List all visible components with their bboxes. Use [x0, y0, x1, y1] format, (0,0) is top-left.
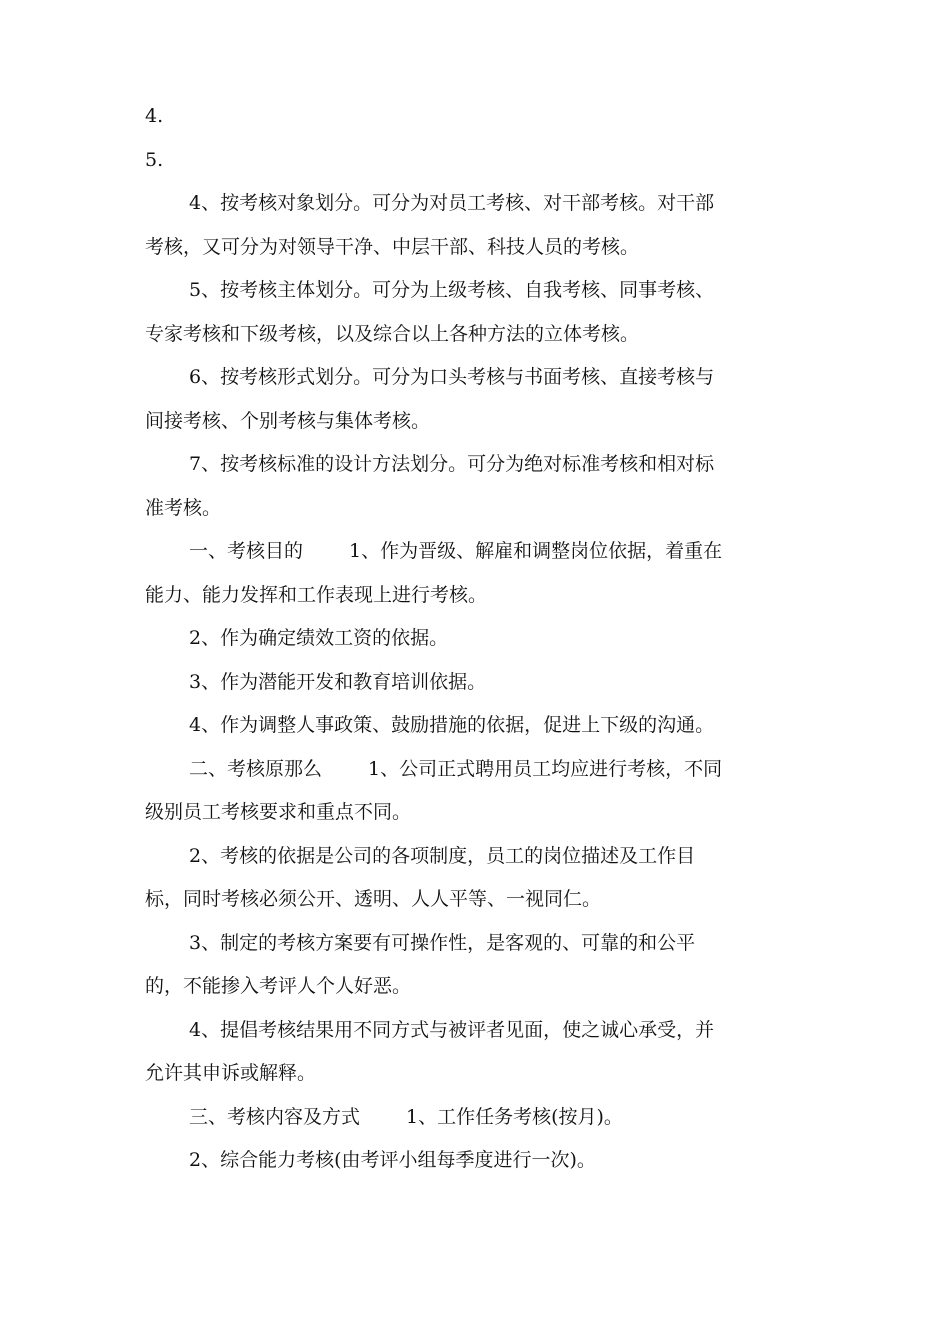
paragraph-line: 2、考核的依据是公司的各项制度，员工的岗位描述及工作目 [189, 844, 696, 867]
paragraph-line: 级别员工考核要求和重点不同。 [145, 801, 412, 823]
paragraph-line: 3、制定的考核方案要有可操作性，是客观的、可靠的和公平 [189, 931, 696, 954]
paragraph-line: 4、按考核对象划分。可分为对员工考核、对干部考核。对干部 [189, 192, 715, 214]
paragraph-line: 的，不能掺入考评人个人好恶。 [145, 975, 412, 997]
paragraph-line: 允许其申诉或解释。 [145, 1062, 317, 1084]
paragraph-line: 标，同时考核必须公开、透明、人人平等、一视同仁。 [145, 888, 602, 910]
section-heading: 一、考核目的 [189, 540, 304, 562]
section-heading-line [145, 1096, 805, 1140]
section-text: 1、公司正式聘用员工均应进行考核，不同 [368, 757, 723, 780]
paragraph-line: 7、按考核标准的设计方法划分。可分为绝对标准考核和相对标 [189, 453, 715, 475]
list-number-line: 5. [145, 148, 164, 171]
section-heading-line [145, 530, 805, 574]
section-text: 1、工作任务考核(按月)。 [406, 1105, 623, 1128]
paragraph-line: 6、按考核形式划分。可分为口头考核与书面考核、直接考核与 [189, 366, 715, 388]
paragraph-line: 2、综合能力考核(由考评小组每季度进行一次)。 [189, 1149, 596, 1171]
paragraph-line: 4、作为调整人事政策、鼓励措施的依据，促进上下级的沟通。 [189, 714, 715, 736]
paragraph-line: 能力、能力发挥和工作表现上进行考核。 [145, 583, 488, 606]
list-number-line: 4. [145, 105, 164, 127]
paragraph-line: 5、按考核主体划分。可分为上级考核、自我考核、同事考核、 [189, 279, 715, 301]
section-heading: 三、考核内容及方式 [189, 1105, 361, 1128]
paragraph-line: 3、作为潜能开发和教育培训依据。 [189, 670, 487, 693]
paragraph-line: 准考核。 [145, 496, 222, 519]
document-body [145, 95, 805, 1183]
paragraph-line: 考核，又可分为对领导干净、中层干部、科技人员的考核。 [145, 235, 640, 258]
section-heading-line [145, 748, 805, 792]
paragraph-line: 专家考核和下级考核，以及综合以上各种方法的立体考核。 [145, 322, 640, 345]
paragraph-line: 4、提倡考核结果用不同方式与被评者见面，使之诚心承受，并 [189, 1018, 715, 1041]
paragraph-line: 间接考核、个别考核与集体考核。 [145, 409, 431, 432]
section-text: 1、作为晋级、解雇和调整岗位依据，着重在 [349, 540, 723, 562]
paragraph-line: 2、作为确定绩效工资的依据。 [189, 627, 449, 649]
section-heading: 二、考核原那么 [189, 757, 323, 780]
